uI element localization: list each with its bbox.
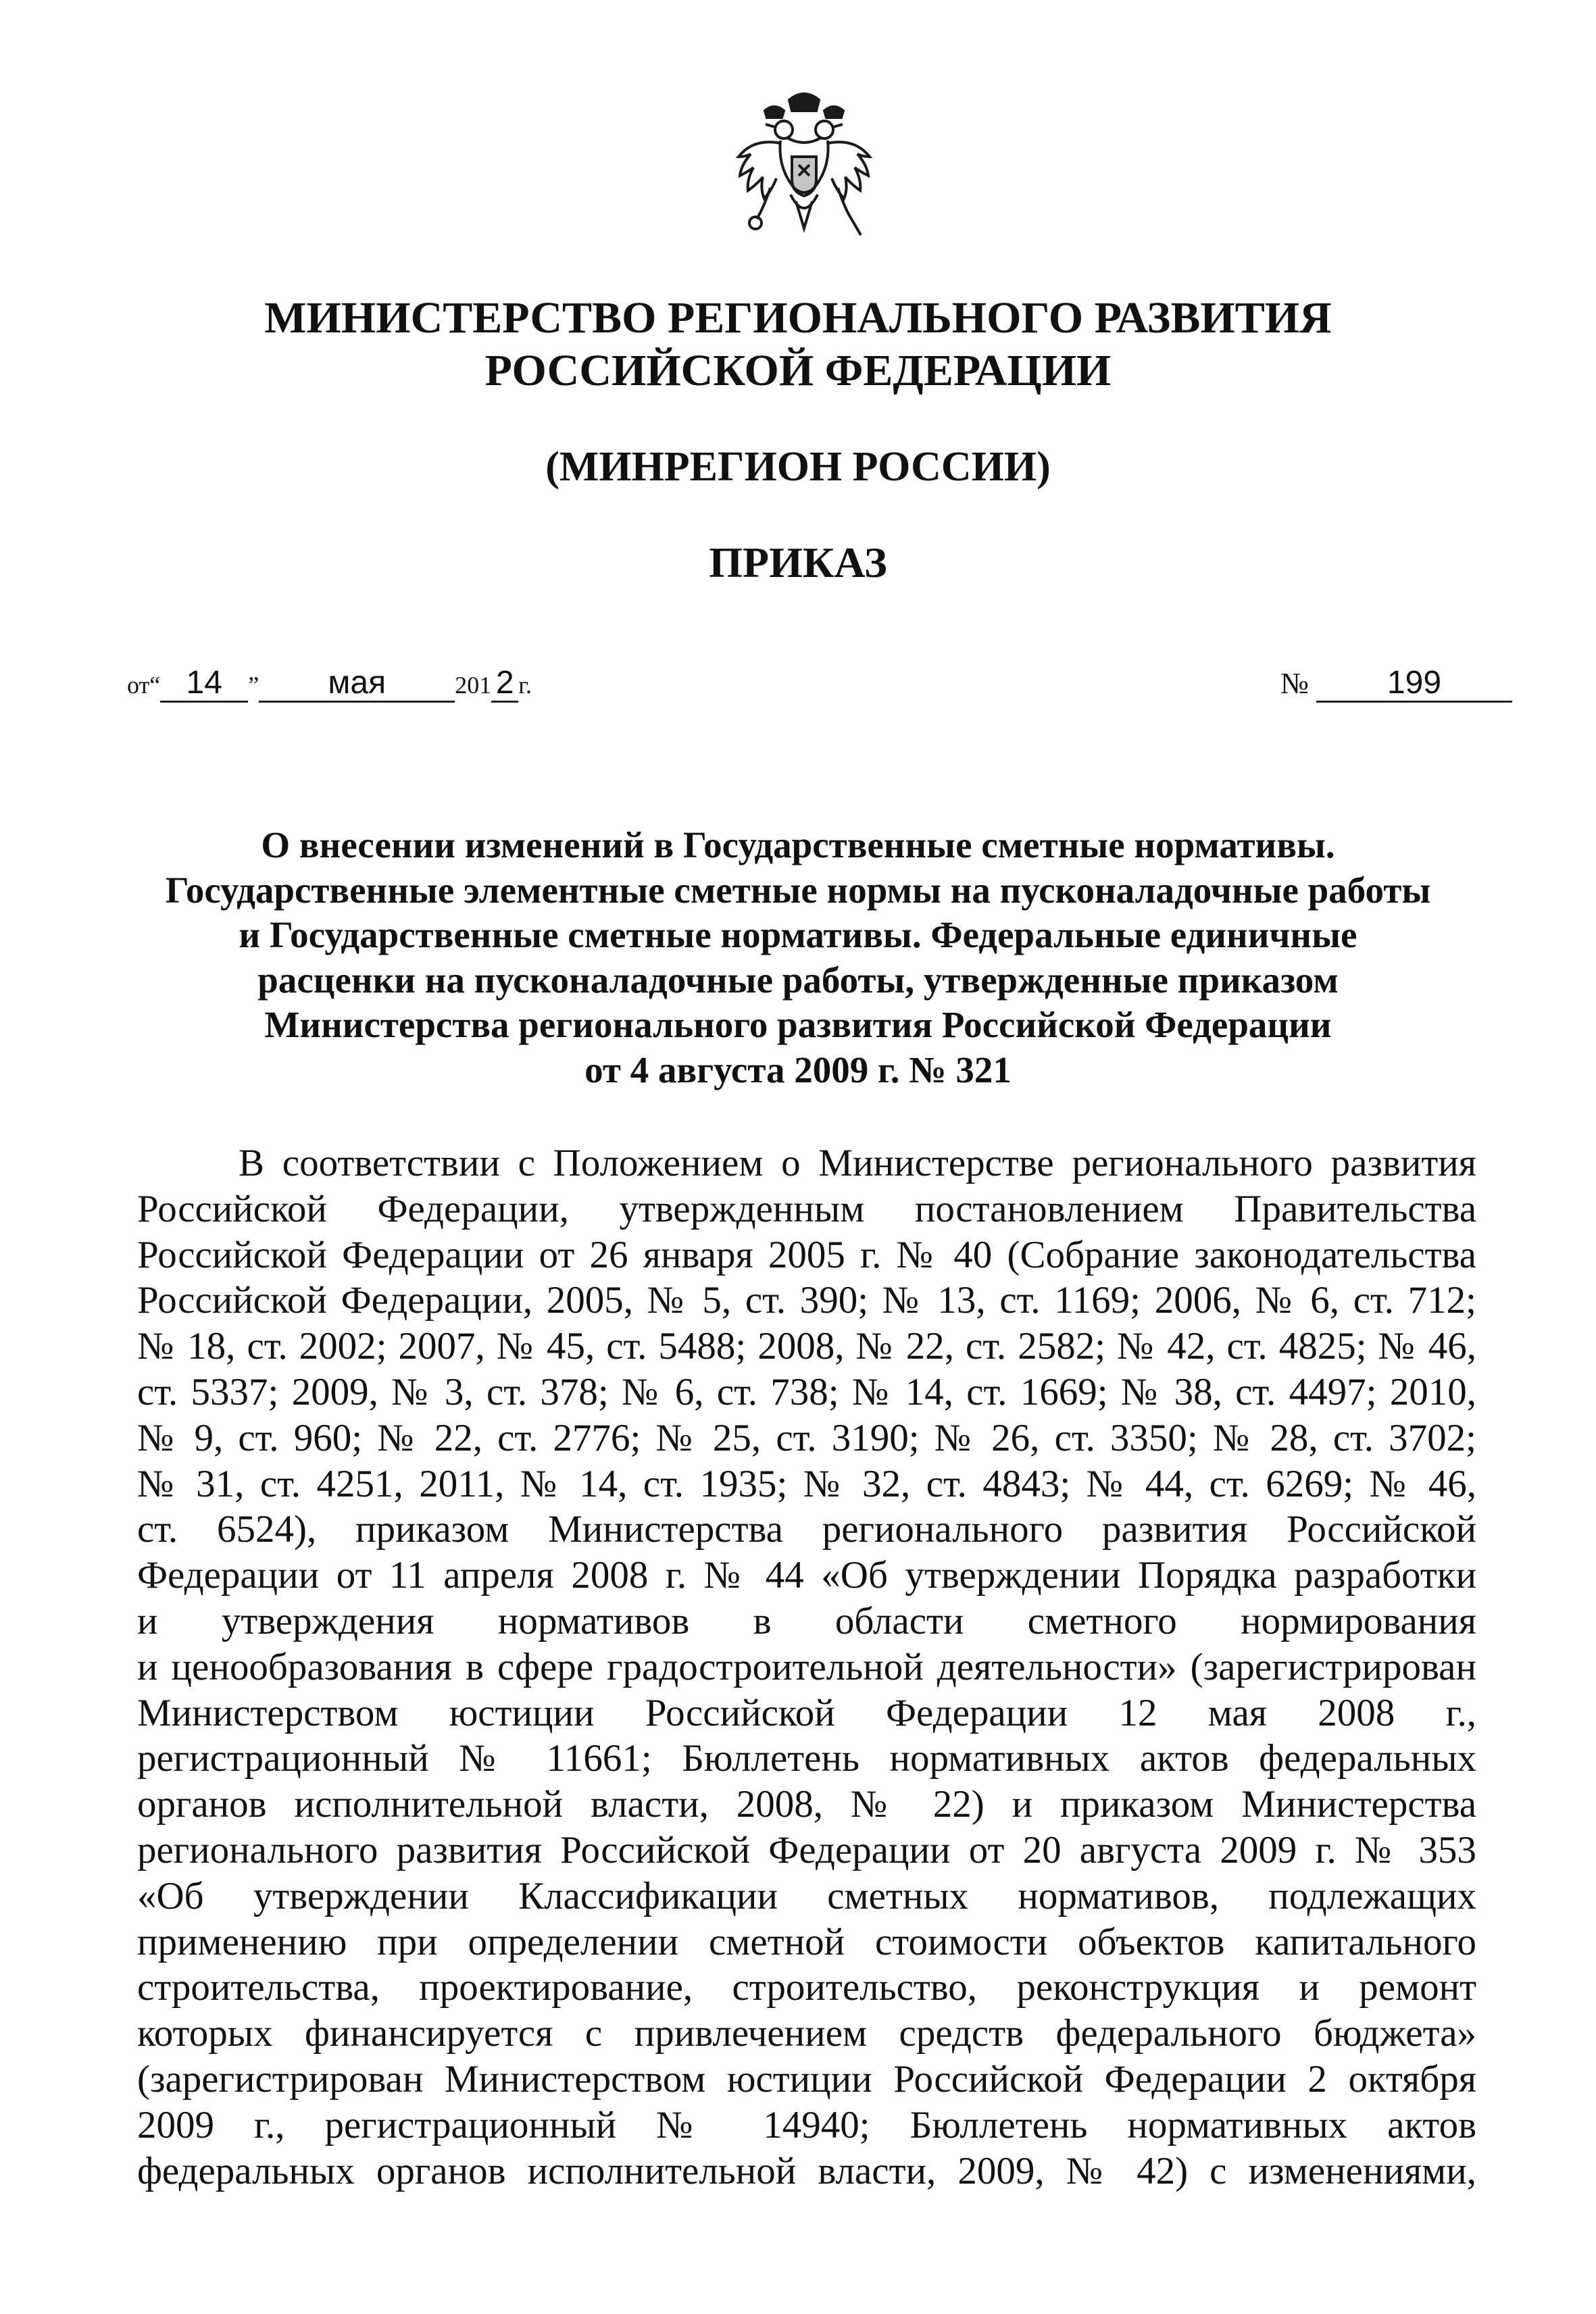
order-title bbox=[135, 823, 1461, 1092]
ministry-name-line-2: РОССИЙСКОЙ ФЕДЕРАЦИИ bbox=[484, 346, 1112, 395]
title-line: от 4 августа 2009 г. № 321 bbox=[584, 1049, 1012, 1090]
body-line: Российской Федерации, утвержденным постановлением Правительства bbox=[137, 1187, 1476, 1230]
date-prefix: от bbox=[127, 672, 150, 699]
ministry-name-line-1: МИНИСТЕРСТВО РЕГИОНАЛЬНОГО РАЗВИТИЯ bbox=[264, 293, 1332, 343]
number-sign: № bbox=[1280, 667, 1309, 700]
body-line: которых финансируется с привлечением средств федерального бюджета» bbox=[137, 2012, 1476, 2055]
ministry-short-name: (МИНРЕГИОН РОССИИ) bbox=[545, 444, 1051, 490]
body-line: «Об утверждении Классификации сметных нормативов, подлежащих bbox=[137, 1874, 1476, 1917]
document-type: ПРИКАЗ bbox=[709, 538, 887, 586]
body-line: строительства, проектирование, строительство, реконструкция и ремонт bbox=[137, 1966, 1476, 2009]
date-year-suffix: 2 bbox=[491, 665, 518, 703]
number-value: 199 bbox=[1316, 665, 1512, 703]
body-line: (зарегистрирован Министерством юстиции Российской Федерации 2 октября bbox=[137, 2057, 1476, 2101]
title-line: Государственные элементные сметные нормы на пусконаладочные работы bbox=[165, 869, 1431, 911]
body-line: регионального развития Российской Федерации от 20 августа 2009 г. № 353 bbox=[137, 1828, 1476, 1871]
body-line: Министерством юстиции Российской Федерации 12 мая 2008 г., bbox=[137, 1691, 1476, 1734]
date-open-quote: “ bbox=[149, 672, 161, 699]
title-line: и Государственные сметные нормативы. Федеральные единичные bbox=[239, 914, 1357, 955]
body-line: и ценообразования в сфере градостроительной деятельности» (зарегистрирован bbox=[137, 1645, 1476, 1688]
body-line: № 18, ст. 2002; 2007, № 45, ст. 5488; 2008, № 22, ст. 2582; № 42, ст. 4825; № 46, bbox=[137, 1325, 1476, 1368]
body-line: регистрационный № 11661; Бюллетень нормативных актов федеральных bbox=[137, 1737, 1476, 1780]
date-year-unit: г. bbox=[518, 672, 532, 699]
title-line: О внесении изменений в Государственные сметные нормативы. bbox=[261, 824, 1335, 865]
date-day: 14 bbox=[160, 665, 248, 703]
body-line: Федерации от 11 апреля 2008 г. № 44 «Об утверждении Порядка разработки bbox=[137, 1554, 1476, 1597]
date-close-quote: ” bbox=[248, 672, 259, 699]
title-line: расценки на пусконаладочные работы, утвержденные приказом bbox=[257, 959, 1339, 1001]
body-line: № 9, ст. 960; № 22, ст. 2776; № 25, ст. 3190; № 26, ст. 3350; № 28, ст. 3702; bbox=[137, 1416, 1476, 1459]
body-line: и утверждения нормативов в области сметного нормирования bbox=[137, 1599, 1476, 1642]
coat-of-arms-emblem bbox=[723, 86, 885, 255]
body-line: № 31, ст. 4251, 2011, № 14, ст. 1935; № 32, ст. 4843; № 44, ст. 6269; № 46, bbox=[137, 1462, 1476, 1505]
order-date bbox=[127, 663, 532, 705]
title-line: Министерства регионального развития Российской Федерации bbox=[264, 1004, 1332, 1045]
body-line: ст. 6524), приказом Министерства регионального развития Российской bbox=[137, 1508, 1476, 1551]
body-line: Российской Федерации от 26 января 2005 г. № 40 (Собрание законодательства bbox=[137, 1233, 1476, 1276]
date-year-prefix: 201 bbox=[455, 672, 492, 699]
order-number bbox=[1280, 663, 1512, 704]
body-line: 2009 г., регистрационный № 14940; Бюллетень нормативных актов bbox=[137, 2103, 1476, 2146]
body-line: федеральных органов исполнительной власти, 2009, № 42) с изменениями, bbox=[137, 2149, 1476, 2192]
body-line: Российской Федерации, 2005, № 5, ст. 390; № 13, ст. 1169; 2006, № 6, ст. 712; bbox=[137, 1279, 1476, 1322]
body-line: ст. 5337; 2009, № 3, ст. 378; № 6, ст. 738; № 14, ст. 1669; № 38, ст. 4497; 2010, bbox=[137, 1370, 1476, 1413]
body-line: применению при определении сметной стоимости объектов капитального bbox=[137, 1920, 1476, 1963]
order-body bbox=[137, 1140, 1476, 2194]
date-month: мая bbox=[259, 665, 455, 703]
body-line: органов исполнительной власти, 2008, № 22) и приказом Министерства bbox=[137, 1783, 1476, 1826]
body-line: В соответствии с Положением о Министерстве регионального развития bbox=[239, 1142, 1476, 1184]
